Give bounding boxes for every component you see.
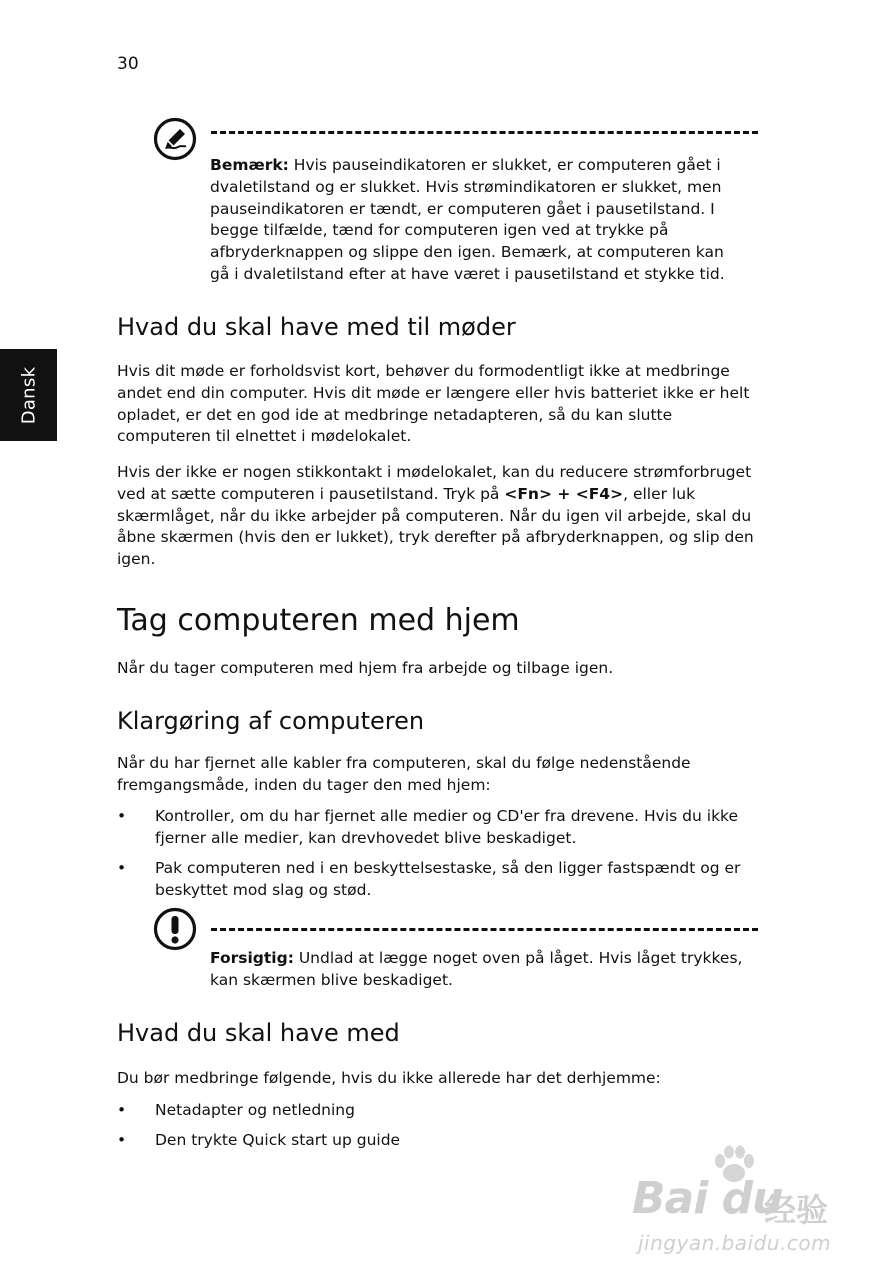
heading-preparation: Klargøring af computeren <box>117 707 425 735</box>
meetings-para2-start: Hvis der ikke er nogen stikkontakt i mødelokalet, kan du reducere strømforbruget ved at sætte computeren i pausetilstand. Tryk på <box>117 463 752 503</box>
meetings-paragraph-2 <box>117 462 765 571</box>
note-pen-icon <box>153 117 197 161</box>
page-number: 30 <box>117 54 139 74</box>
note-label: Bemærk: <box>210 156 289 174</box>
caution-callout <box>153 907 758 992</box>
heading-meetings: Hvad du skal have med til møder <box>117 313 516 341</box>
heading-bring: Hvad du skal have med <box>117 1019 400 1047</box>
watermark-url: jingyan.baidu.com <box>638 1231 832 1255</box>
heading-take-home: Tag computeren med hjem <box>117 603 520 638</box>
note-callout <box>153 117 758 292</box>
list-item-text: Den trykte Quick start up guide <box>155 1131 401 1149</box>
caution-body: Undlad at lægge noget oven på låget. Hvis låget trykkes, kan skærmen blive beskadiget. <box>210 949 743 989</box>
meetings-para2-end: , eller luk skærmlåget, når du ikke arbejder på computeren. Når du igen vil arbejde, skal du åbne skærmen (hvis den er lukket), tryk derefter på afbryderknappen, og slip den igen. <box>117 484 754 569</box>
list-item-text: Netadapter og netledning <box>155 1101 355 1119</box>
caution-text <box>210 948 746 992</box>
caution-exclamation-icon <box>153 907 197 951</box>
language-tab-label: Dansk <box>18 366 40 424</box>
note-text <box>210 155 746 286</box>
watermark-chinese: 经验 <box>764 1191 829 1229</box>
bullet-marker: • <box>117 1131 127 1149</box>
bullet-marker: • <box>117 859 127 877</box>
bring-intro: Du bør medbringe følgende, hvis du ikke allerede har det derhjemme: <box>117 1069 661 1087</box>
caution-label: Forsigtig: <box>210 949 294 967</box>
language-tab <box>0 349 57 441</box>
list-item-text: Pak computeren ned i en beskyttelsestaske, så den ligger fastspændt og er beskyttet mod slag og stød. <box>155 859 741 899</box>
watermark-brand: Bai du <box>632 1173 783 1224</box>
note-divider <box>211 131 758 134</box>
bullet-marker: • <box>117 1101 127 1119</box>
meetings-paragraph-1: Hvis dit møde er forholdsvist kort, behøver du formodentligt ikke at medbringe andet end din computer. Hvis dit møde er længere eller hvis batteriet ikke er helt opladet, er det en god ide at medbringe netadapteren, så du kan slutte computeren til elnettet i mødelokalet. <box>117 362 750 446</box>
caution-divider <box>211 928 758 931</box>
keyboard-shortcut: <Fn> + <F4> <box>504 484 624 503</box>
bullet-marker: • <box>117 807 127 825</box>
note-body: Hvis pauseindikatoren er slukket, er computeren gået i dvaletilstand og er slukket. Hvis strømindikatoren er slukket, men pauseindikatoren er tændt, er computeren gået i pausetilstand. I begge tilfælde, tænd for computeren igen ved at trykke på afbryderknappen og slippe den igen. Bemærk, at computeren kan gå i dvaletilstand efter at have været i pausetilstand et stykke tid. <box>210 156 725 283</box>
preparation-intro: Når du har fjernet alle kabler fra computeren, skal du følge nedenstående fremgangsmåde, inden du tager den med hjem: <box>117 754 691 794</box>
list-item-text: Kontroller, om du har fjernet alle medier og CD'er fra drevene. Hvis du ikke fjerner alle medier, kan drevhovedet blive beskadiget. <box>155 807 738 847</box>
baidu-watermark <box>632 1145 842 1265</box>
take-home-intro: Når du tager computeren med hjem fra arbejde og tilbage igen. <box>117 659 614 677</box>
